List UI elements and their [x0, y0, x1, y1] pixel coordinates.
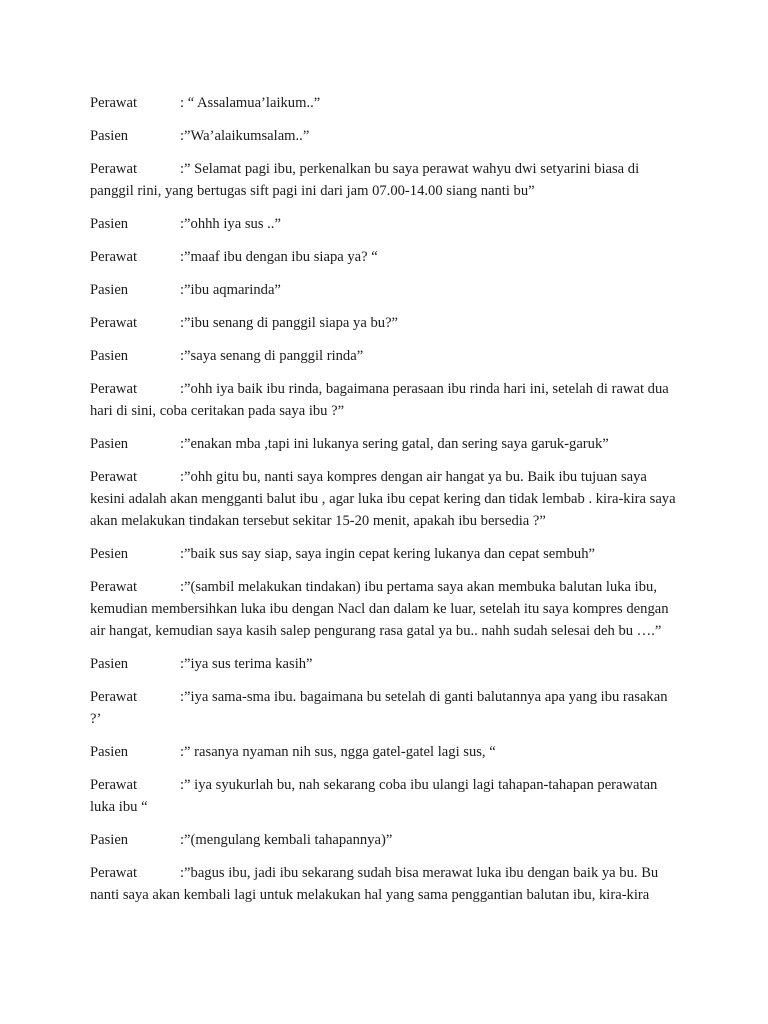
dialogue-line	[90, 829, 680, 851]
utterance-text: :”ibu aqmarinda”	[180, 282, 281, 298]
dialogue-line	[90, 576, 680, 642]
dialogue-line	[90, 312, 680, 334]
dialogue-line	[90, 433, 680, 455]
speaker-label: Perawat	[90, 777, 138, 793]
speaker-label: Perawat	[90, 469, 138, 485]
dialogue-line	[90, 92, 680, 114]
speaker-label: Pasien	[90, 216, 129, 232]
dialogue-line	[90, 213, 680, 235]
speaker-label: Perawat	[90, 249, 138, 265]
utterance-text: : “ Assalamua’laikum..”	[180, 95, 321, 111]
speaker-label: Pasien	[90, 436, 129, 452]
utterance-text: :”baik sus say siap, saya ingin cepat kering lukanya dan cepat sembuh”	[180, 546, 595, 562]
dialogue-line	[90, 686, 680, 730]
speaker-label: Perawat	[90, 315, 138, 331]
utterance-text: :”enakan mba ,tapi ini lukanya sering gatal, dan sering saya garuk-garuk”	[180, 436, 609, 452]
utterance-text: :” Selamat pagi ibu, perkenalkan bu saya perawat wahyu dwi setyarini biasa di panggil rini, yang bertugas sift pagi ini dari jam 07.00-14.00 siang nanti bu”	[90, 161, 640, 199]
dialogue-line	[90, 158, 680, 202]
dialogue-line	[90, 345, 680, 367]
utterance-text: :”ibu senang di panggil siapa ya bu?”	[180, 315, 399, 331]
speaker-label: Pasien	[90, 282, 129, 298]
dialogue-line	[90, 246, 680, 268]
utterance-text: :”bagus ibu, jadi ibu sekarang sudah bisa merawat luka ibu dengan baik ya bu. Bu nanti saya akan kembali lagi untuk melakukan hal yang sama penggantian balutan ibu, kira-kira	[90, 865, 659, 903]
dialogue-line	[90, 279, 680, 301]
dialogue-line	[90, 741, 680, 763]
dialogue-line	[90, 125, 680, 147]
utterance-text: :”Wa’alaikumsalam..”	[180, 128, 310, 144]
utterance-text: :” rasanya nyaman nih sus, ngga gatel-gatel lagi sus, “	[180, 744, 496, 760]
utterance-text: :”(sambil melakukan tindakan) ibu pertama saya akan membuka balutan luka ibu, kemudian membersihkan luka ibu dengan Nacl dan dalam ke luar, setelah itu saya kompres dengan air hangat, kemudian saya kasih salep pengurang rasa gatal ya bu.. nahh sudah selesai deh bu ….”	[90, 579, 669, 639]
speaker-label: Pasien	[90, 832, 129, 848]
utterance-text: :”saya senang di panggil rinda”	[180, 348, 364, 364]
utterance-text: :” iya syukurlah bu, nah sekarang coba ibu ulangi lagi tahapan-tahapan perawatan luka ibu “	[90, 777, 658, 815]
speaker-label: Perawat	[90, 579, 138, 595]
dialogue-transcript	[90, 92, 680, 917]
speaker-label: Perawat	[90, 689, 138, 705]
utterance-text: :”iya sama-sma ibu. bagaimana bu setelah di ganti balutannya apa yang ibu rasakan ?’	[90, 689, 668, 727]
speaker-label: Perawat	[90, 161, 138, 177]
dialogue-line	[90, 466, 680, 532]
speaker-label: Perawat	[90, 865, 138, 881]
utterance-text: :”iya sus terima kasih”	[180, 656, 313, 672]
dialogue-line	[90, 378, 680, 422]
dialogue-line	[90, 774, 680, 818]
utterance-text: :”ohhh iya sus ..”	[180, 216, 281, 232]
utterance-text: :”ohh gitu bu, nanti saya kompres dengan air hangat ya bu. Baik ibu tujuan saya kesini adalah akan mengganti balut ibu , agar luka ibu cepat kering dan tidak lembab . kira-kira saya akan melakukan tindakan tersebut sekitar 15-20 menit, apakah ibu bersedia ?”	[90, 469, 676, 529]
speaker-label: Pasien	[90, 744, 129, 760]
speaker-label: Perawat	[90, 95, 138, 111]
speaker-label: Perawat	[90, 381, 138, 397]
utterance-text: :”ohh iya baik ibu rinda, bagaimana perasaan ibu rinda hari ini, setelah di rawat dua hari di sini, coba ceritakan pada saya ibu ?”	[90, 381, 669, 419]
speaker-label: Pasien	[90, 128, 129, 144]
speaker-label: Pasien	[90, 656, 129, 672]
utterance-text: :”(mengulang kembali tahapannya)”	[180, 832, 393, 848]
speaker-label: Pasien	[90, 348, 129, 364]
dialogue-line	[90, 653, 680, 675]
speaker-label: Pesien	[90, 546, 129, 562]
utterance-text: :”maaf ibu dengan ibu siapa ya? “	[180, 249, 378, 265]
dialogue-line	[90, 543, 680, 565]
dialogue-line	[90, 862, 680, 906]
